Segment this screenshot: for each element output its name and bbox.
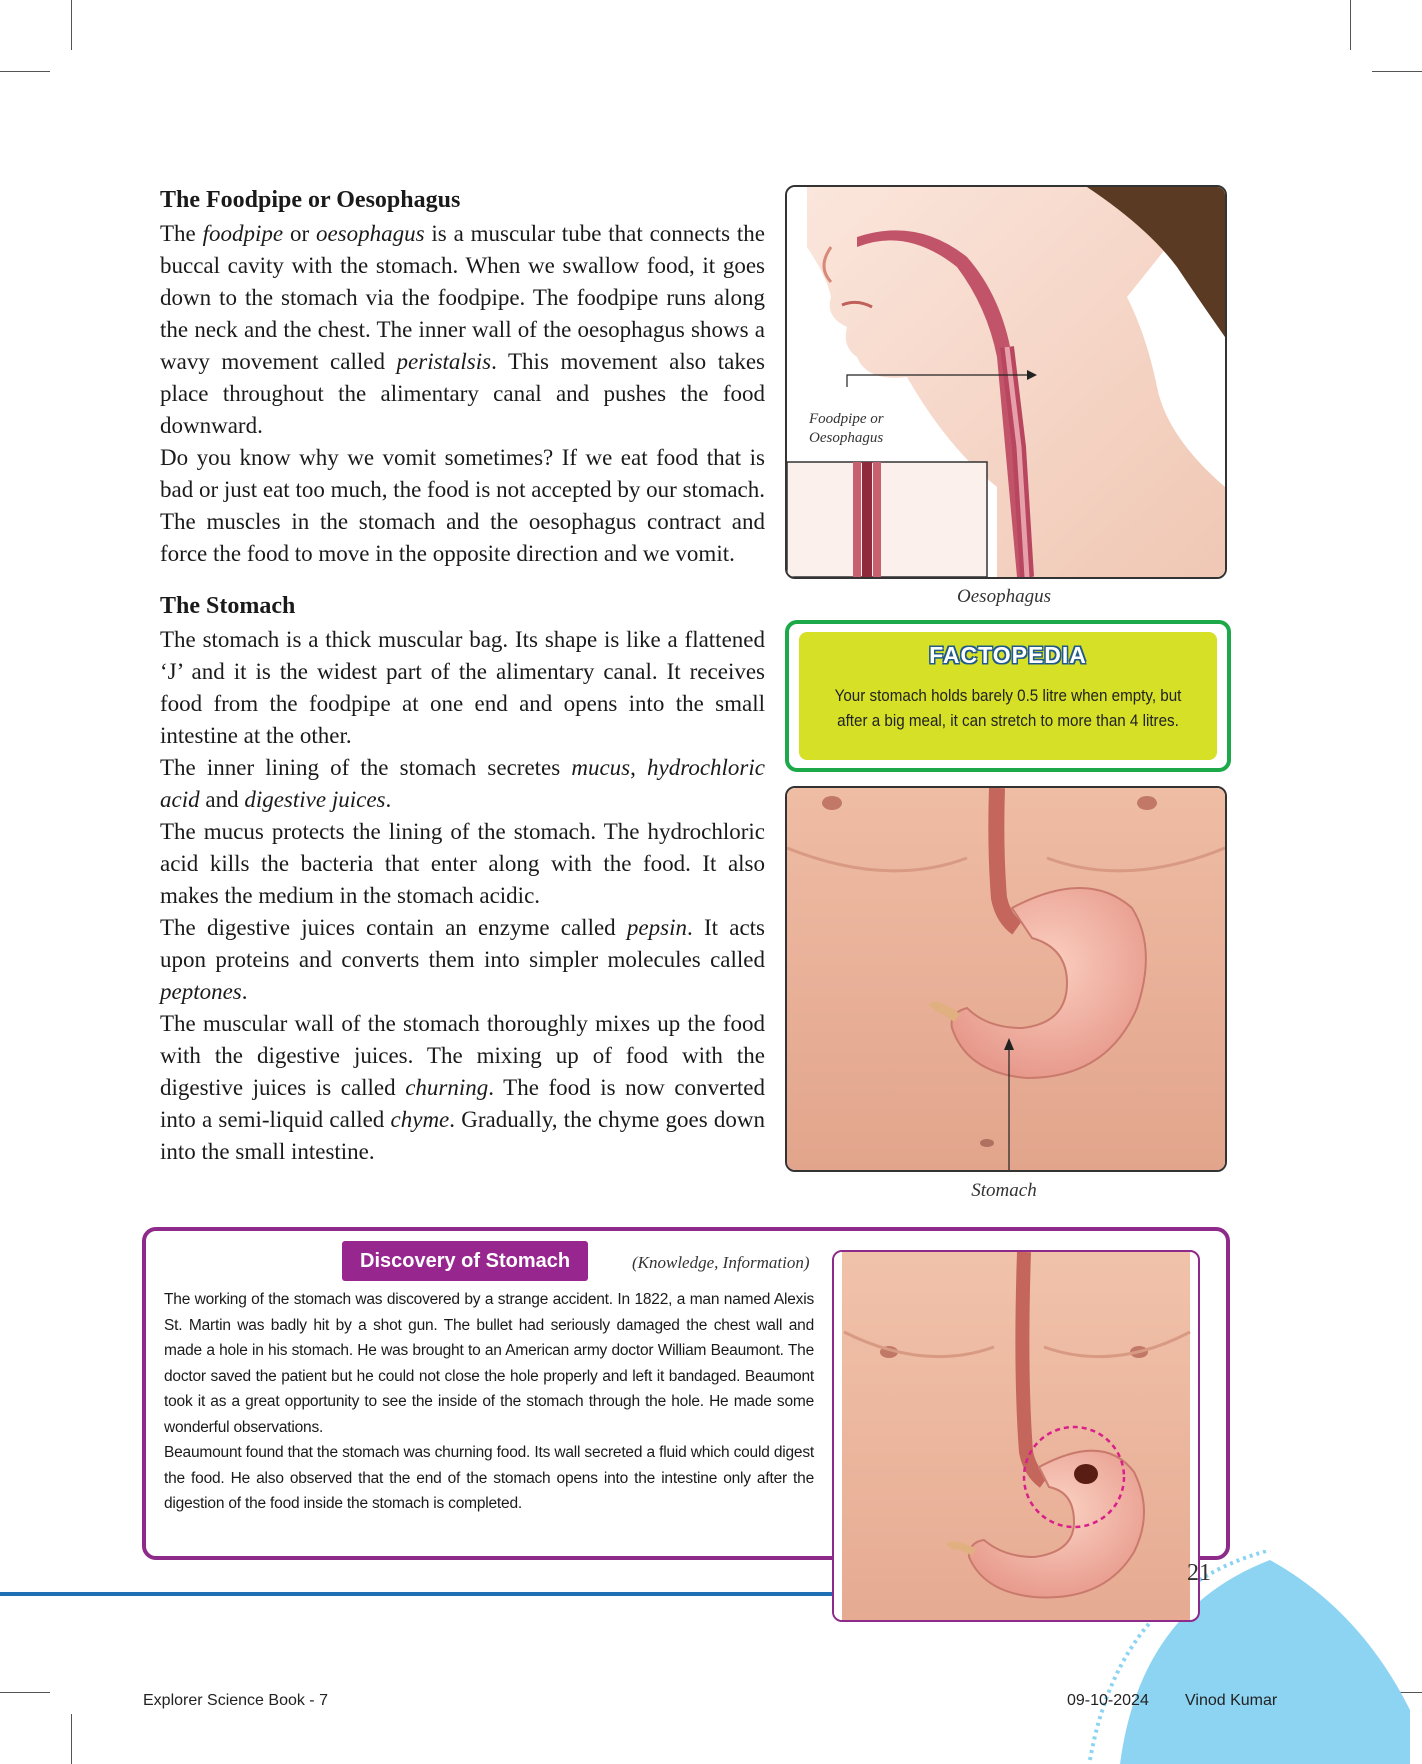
section-heading-stomach: The Stomach xyxy=(160,593,296,619)
stomach-figure xyxy=(785,786,1227,1172)
footer-date: 09-10-2024 xyxy=(1067,1692,1149,1709)
crop-mark xyxy=(71,1714,72,1764)
paragraph: The stomach is a thick muscular bag. Its shape is like a flattened ‘J’ and it is the widest part of the alimentary canal. It receives food from the foodpipe at one end and opens into the small intestine at the other. xyxy=(160,627,765,748)
oesophagus-figure xyxy=(785,185,1227,579)
factopedia-panel xyxy=(799,632,1217,760)
stomach-wound-illustration xyxy=(834,1252,1198,1620)
crop-mark xyxy=(71,0,72,50)
paragraph: The inner lining of the stomach secretes mucus, hydrochloric acid and digestive juices. xyxy=(160,755,765,812)
figure-caption-stomach: Stomach xyxy=(971,1180,1037,1201)
factopedia-text: Your stomach holds barely 0.5 litre when empty, but after a big meal, it can stretch to more than 4 litres. xyxy=(834,687,1182,730)
footer-author: Vinod Kumar xyxy=(1185,1692,1278,1709)
paragraph: The foodpipe or oesophagus is a muscular tube that connects the buccal cavity with the stomach. When we swallow food, it goes down to the stomach via the foodpipe. The foodpipe runs along the neck and the chest. The inner wall of the oesophagus shows a wavy movement called peristalsis. This movement also takes place throughout the alimentary canal and pushes the food downward. xyxy=(160,221,766,438)
main-text-column xyxy=(160,184,765,1168)
paragraph: The digestive juices contain an enzyme called pepsin. It acts upon proteins and converts them into simpler molecules called peptones. xyxy=(160,915,765,1004)
oesophagus-label: Foodpipe or Oesophagus xyxy=(809,411,884,446)
footer-rule xyxy=(0,1592,840,1596)
section-heading-oesophagus: The Foodpipe or Oesophagus xyxy=(160,187,461,213)
factopedia-box xyxy=(785,620,1231,772)
figure-caption-oesophagus: Oesophagus xyxy=(957,586,1051,607)
discovery-title: Discovery of Stomach xyxy=(342,1241,588,1281)
footer-book-title: Explorer Science Book - 7 xyxy=(143,1692,328,1709)
discovery-paragraph: The working of the stomach was discovered by a strange accident. In 1822, a man named Alexis St. Martin was badly hit by a shot gun. The bullet had seriously damaged the chest wall and made a hole in his stomach. He was brought to an American army doctor William Beaumont. The doctor saved the patient but he could not close the hole properly and left it bandaged. Beaumont took it as a great opportunity to see the inside of the stomach through the hole. He made some wonderful observations. xyxy=(164,1291,814,1436)
crop-mark xyxy=(0,1692,50,1693)
paragraph: The muscular wall of the stomach thoroughly mixes up the food with the digestive juices. The mixing up of food with the digestive juices is called churning. The food is now converted into a semi-liquid called chyme. Gradually, the chyme goes down into the small intestine. xyxy=(160,1011,765,1164)
factopedia-title: FACTOPEDIA xyxy=(929,642,1087,668)
discovery-text xyxy=(164,1287,814,1517)
crop-mark xyxy=(1372,71,1422,72)
paragraph: The mucus protects the lining of the stomach. The hydrochloric acid kills the bacteria that enter along with the food. It also makes the medium in the stomach acidic. xyxy=(160,819,765,908)
discovery-subtitle: (Knowledge, Information) xyxy=(632,1253,810,1272)
crop-mark xyxy=(0,71,50,72)
page-number: 21 xyxy=(1187,1560,1211,1586)
paragraph: Do you know why we vomit sometimes? If we eat food that is bad or just eat too much, the food is not accepted by our stomach. The muscles in the stomach and the oesophagus contract and force the food to move in the opposite direction and we vomit. xyxy=(160,445,765,566)
discovery-figure xyxy=(832,1250,1200,1622)
stomach-illustration xyxy=(787,788,1225,1170)
crop-mark xyxy=(1350,0,1351,50)
oesophagus-illustration xyxy=(787,187,1225,577)
discovery-paragraph: Beaumount found that the stomach was churning food. Its wall secreted a fluid which could digest the food. He also observed that the end of the stomach opens into the intestine only after the digestion of the food inside the stomach is completed. xyxy=(164,1444,814,1512)
